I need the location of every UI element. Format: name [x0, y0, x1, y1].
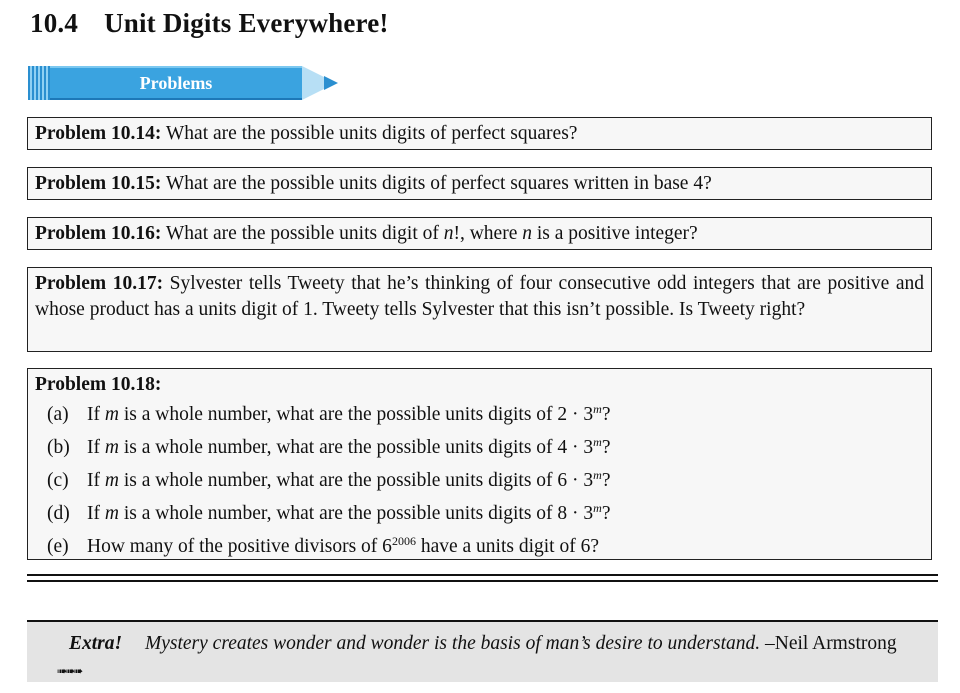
section-heading — [30, 8, 389, 39]
part-text: If m is a whole number, what are the possible units digits of $8 \cdot 3^m$? — [87, 500, 611, 524]
problem-label: Problem 10.18: — [35, 374, 162, 395]
problem-text: What are the possible units digits of perfect squares written in base 4? — [165, 173, 712, 194]
section-number: 10.4 — [30, 8, 79, 38]
part-text: If m is a whole number, what are the possible units digits of $4 \cdot 3^m$? — [87, 434, 611, 458]
pencil-lead-icon — [324, 76, 338, 90]
problem-part-e — [35, 530, 924, 563]
problem-box-10-16 — [27, 217, 932, 250]
part-label: (d) — [47, 502, 70, 524]
extra-quote: Mystery creates wonder and wonder is the basis of man’s desire to understand. –Neil Armstrong — [145, 633, 897, 654]
problem-box-10-15 — [27, 167, 932, 200]
problem-part-d — [35, 497, 924, 530]
pencil-body — [50, 66, 302, 100]
part-label: (c) — [47, 469, 69, 491]
part-label: (a) — [47, 403, 69, 425]
problems-banner — [28, 66, 328, 100]
part-label: (b) — [47, 436, 70, 458]
problem-part-c — [35, 464, 924, 497]
extra-label: Extra! — [69, 633, 123, 654]
problem-label: Problem 10.14: — [35, 123, 162, 144]
extra-quote-box — [27, 620, 938, 682]
problem-text: What are the possible units digit of n!, where n is a positive integer? — [165, 223, 698, 244]
arrow-icon: ➠➠➠ — [57, 664, 82, 678]
part-label: (e) — [47, 535, 69, 557]
problem-box-10-14 — [27, 117, 932, 150]
problem-box-10-17 — [27, 267, 932, 352]
variable-n: n — [443, 223, 454, 244]
section-title: Unit Digits Everywhere! — [104, 8, 389, 38]
part-text: How many of the positive divisors of $6^{2006}$ have a units digit of 6? — [87, 533, 599, 557]
pencil-eraser-icon — [28, 66, 50, 100]
problem-text: Sylvester tells Tweety that he’s thinking of four consecutive odd integers that are positive and whose product has a units digit of 1. Tweety tells Sylvester that this isn’t possible. Is Tweety right? — [35, 273, 925, 320]
quote-author: –Neil Armstrong — [764, 633, 897, 654]
part-text: If m is a whole number, what are the possible units digits of $2 \cdot 3^m$? — [87, 401, 611, 425]
problem-part-b — [35, 431, 924, 464]
problem-parts — [35, 398, 924, 563]
banner-label: Problems — [139, 72, 213, 93]
divider-rule — [27, 580, 938, 582]
problem-label: Problem 10.15: — [35, 173, 162, 194]
divider-rule — [27, 574, 938, 576]
problem-text: What are the possible units digits of perfect squares? — [165, 123, 578, 144]
problem-box-10-18 — [27, 368, 932, 560]
problem-label: Problem 10.17: — [35, 273, 164, 294]
variable-n: n — [522, 223, 532, 244]
part-text: If m is a whole number, what are the possible units digits of $6 \cdot 3^m$? — [87, 467, 611, 491]
problem-label: Problem 10.16: — [35, 223, 162, 244]
problem-part-a — [35, 398, 924, 431]
